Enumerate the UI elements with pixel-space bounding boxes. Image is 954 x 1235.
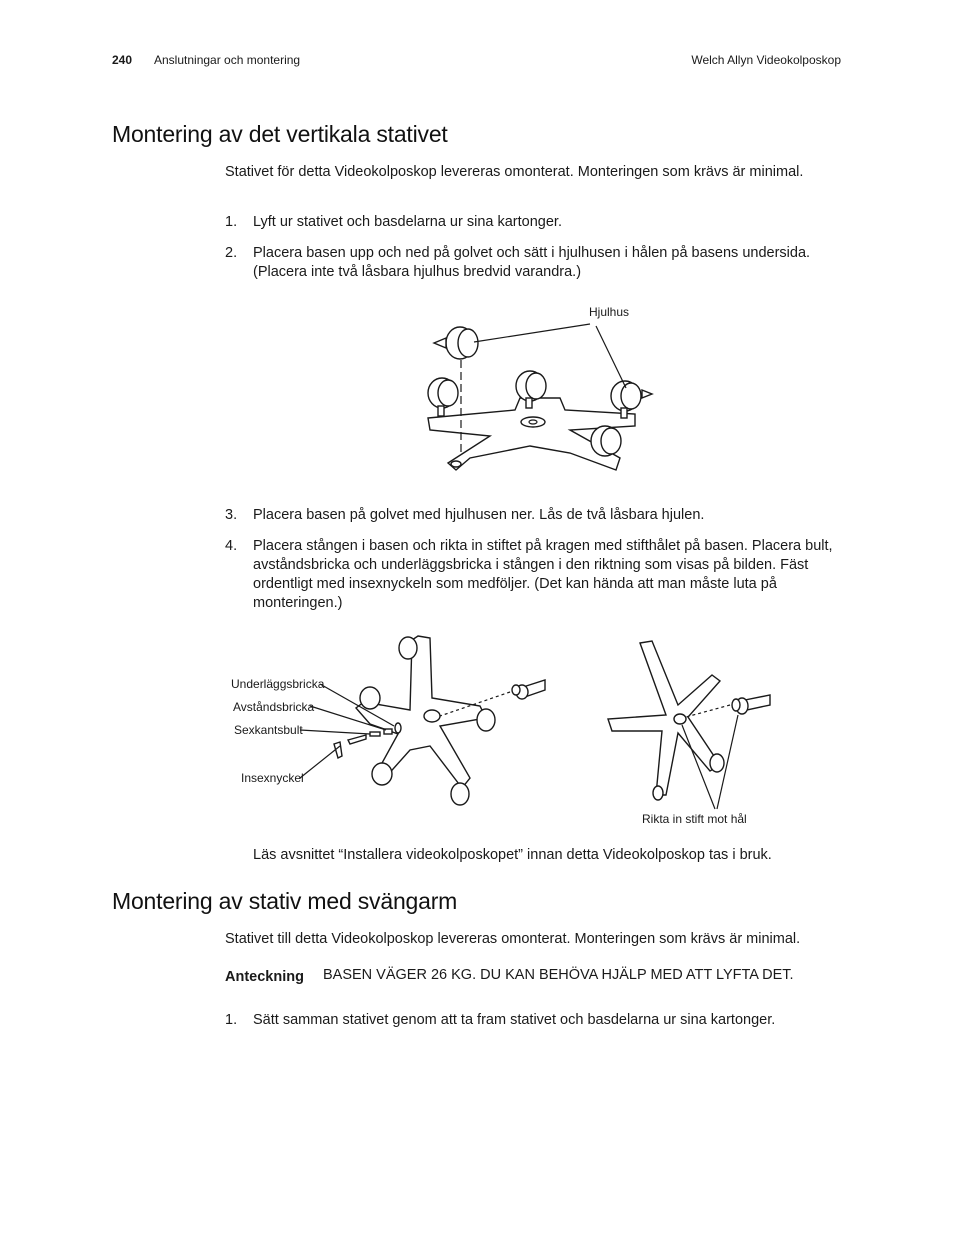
label-align-pin: Rikta in stift mot hål [642,812,747,826]
step-text: Placera basen på golvet med hjulhusen ner. Lås de två låsbara hjulen. [253,507,705,523]
caption-caster-housing: Hjulhus [589,305,630,319]
product-header: Welch Allyn Videokolposkop [691,53,841,67]
step-number: 4. [225,538,238,554]
figure-pin-alignment [600,635,775,813]
label-hex-key: Insexnyckel [241,771,304,785]
reference-paragraph: Läs avsnittet “Installera videokolposkopet” innan detta Videokolposkop tas i bruk. [253,847,772,863]
intro-paragraph-2: Stativet till detta Videokolposkop levereras omonterat. Monteringen som krävs är minimal. [225,931,801,947]
caster-housing [591,426,621,456]
step-number: 1. [225,214,238,230]
note-label: Anteckning [225,969,304,985]
page-number: 240 [112,53,133,67]
step-number: 2. [225,245,238,261]
step-text: Placera basen upp och ned på golvet och sätt i hjulhusen i hålen på basens undersida. (Placera inte två låsbara hjulhus bredvid varandra.) [253,245,811,280]
note-text: BASEN VÄGER 26 KG. DU KAN BEHÖVA HJÄLP MED ATT LYFTA DET. [323,967,794,983]
caster-housing [428,378,458,416]
figure-caster-base [420,318,660,488]
label-bolt: Sexkantsbult [234,723,303,737]
section-title-vertical-stand: Montering av det vertikala stativet [112,121,448,147]
step-text: Sätt samman stativet genom att ta fram stativet och basdelarna ur sina kartonger. [253,1012,776,1028]
step-text: Lyft ur stativet och basdelarna ur sina kartonger. [253,214,562,230]
label-washer: Underläggsbricka [231,677,325,691]
section-header: Anslutningar och montering [154,53,301,67]
section-title-swing-arm-stand: Montering av stativ med svängarm [112,888,458,914]
step-text: Placera stången i basen och rikta in stiftet på kragen med stifthålet på basen. Placera bult, avståndsbricka och underläggsbricka i stången i den riktning som visas på bilden. Fäst ordentligt med insexnyckeln som medföljer. (Det kan hända att man måste luta på monteringen.) [253,538,833,611]
intro-paragraph: Stativet för detta Videokolposkop levereras omonterat. Monteringen som krävs är minimal. [225,164,804,180]
figure-bolt-assembly [290,628,560,813]
step-number: 1. [225,1012,238,1028]
label-spacer: Avståndsbricka [233,700,315,714]
step-number: 3. [225,507,238,523]
